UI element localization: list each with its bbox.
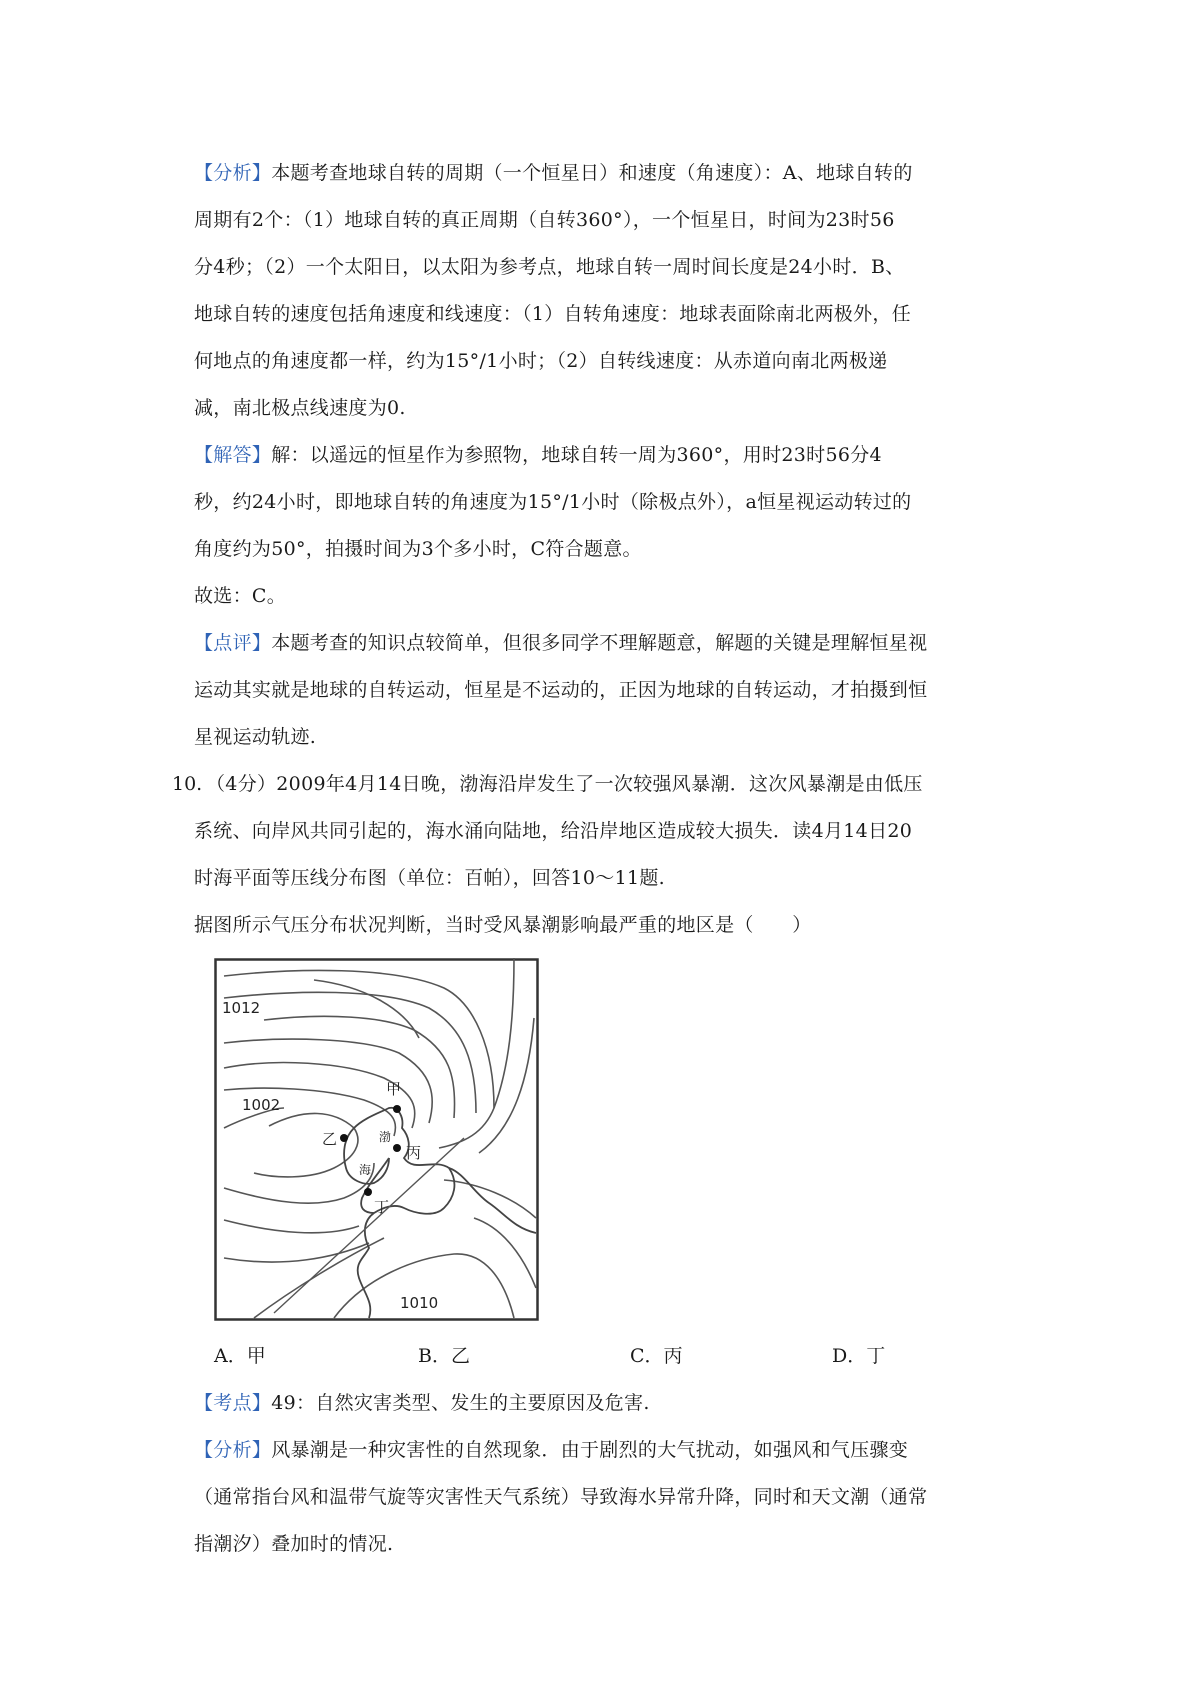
analysis2-paragraph xyxy=(194,1427,1020,1568)
label-hai: 海 xyxy=(359,1163,372,1177)
option-b: B．乙 xyxy=(418,1345,470,1367)
option-c: C．丙 xyxy=(630,1345,683,1367)
label-yi: 乙 xyxy=(322,1130,338,1148)
label-bing: 丙 xyxy=(406,1144,422,1162)
question-line-2: 系统、向岸风共同引起的，海水涌向陆地，给沿岸地区造成较大损失．读4月14日20 xyxy=(194,820,913,842)
label-ding: 丁 xyxy=(374,1198,390,1216)
comment-tag: 【点评】 xyxy=(194,632,272,654)
analysis2-tag: 【分析】 xyxy=(194,1439,272,1461)
analysis-tag: 【分析】 xyxy=(194,162,272,184)
question-line-3: 时海平面等压线分布图（单位：百帕），回答10～11题. xyxy=(194,867,665,889)
label-jia: 甲 xyxy=(386,1080,402,1098)
comment-line-2: 运动其实就是地球的自转运动，恒星是不运动的，正因为地球的自转运动，才拍摄到恒 xyxy=(194,679,928,701)
point-jia xyxy=(393,1105,401,1113)
question-line-1: （4分）2009年4月14日晚，渤海沿岸发生了一次较强风暴潮．这次风暴潮是由低压 xyxy=(206,773,923,795)
answer-tag: 【解答】 xyxy=(194,444,272,466)
question-number: 10. xyxy=(172,773,203,795)
answer-line-1: 【解答】解：以遥远的恒星作为参照物，地球自转一周为360°，用时23时56分4 xyxy=(194,444,882,466)
analysis-line-1: 【分析】本题考查地球自转的周期（一个恒星日）和速度（角速度）：A、地球自转的 xyxy=(194,162,913,184)
analysis-paragraph xyxy=(194,150,1020,432)
question-prompt: 据图所示气压分布状况判断，当时受风暴潮影响最严重的地区是（ ） xyxy=(194,914,812,936)
option-a: A．甲 xyxy=(214,1345,266,1367)
isobar-label-1010: 1010 xyxy=(400,1294,439,1312)
analysis2-line-3: 指潮汐）叠加时的情况. xyxy=(194,1533,394,1555)
analysis-line-3: 分4秒；（2）一个太阳日，以太阳为参考点，地球自转一周时间长度是24小时．B、 xyxy=(194,256,905,278)
answer-line-3: 角度约为50°，拍摄时间为3个多小时，C符合题意。 xyxy=(194,538,642,560)
point-yi xyxy=(340,1134,348,1142)
answer-paragraph xyxy=(194,432,1020,620)
option-d: D．丁 xyxy=(832,1345,886,1367)
analysis2-line-1: 【分析】风暴潮是一种灾害性的自然现象．由于剧烈的大气扰动，如强风和气压骤变 xyxy=(194,1439,909,1461)
map-frame xyxy=(216,960,538,1320)
question-stem xyxy=(194,761,1026,902)
answer-line-2: 秒，约24小时，即地球自转的角速度为15°/1小时（除极点外），a恒星视运动转过的 xyxy=(194,491,912,513)
analysis-line-2: 周期有2个：（1）地球自转的真正周期（自转360°），一个恒星日，时间为23时56 xyxy=(194,209,895,231)
comment-line-1: 【点评】本题考查的知识点较简单，但很多同学不理解题意，解题的关键是理解恒星视 xyxy=(194,632,928,654)
kaodian-line: 【考点】49：自然灾害类型、发生的主要原因及危害. xyxy=(194,1392,650,1414)
answer-choice: 故选：C。 xyxy=(194,585,287,607)
comment-paragraph xyxy=(194,620,1020,761)
point-ding xyxy=(364,1188,372,1196)
analysis-line-5: 何地点的角速度都一样，约为15°/1小时；（2）自转线速度：从赤道向南北两极递 xyxy=(194,350,888,372)
isobar-label-1012: 1012 xyxy=(222,999,261,1017)
isobar-map xyxy=(214,958,539,1321)
analysis2-line-2: （通常指台风和温带气旋等灾害性天气系统）导致海水异常升降，同时和天文潮（通常 xyxy=(194,1486,928,1508)
analysis-line-4: 地球自转的速度包括角速度和线速度：（1）自转角速度：地球表面除南北两极外，任 xyxy=(194,303,911,325)
comment-line-3: 星视运动轨迹. xyxy=(194,726,317,748)
label-bo: 渤 xyxy=(379,1130,392,1144)
point-bing xyxy=(393,1144,401,1152)
kaodian-tag: 【考点】 xyxy=(194,1392,272,1414)
isobar-label-1002: 1002 xyxy=(242,1096,281,1114)
analysis-line-6: 减，南北极点线速度为0. xyxy=(194,397,406,419)
